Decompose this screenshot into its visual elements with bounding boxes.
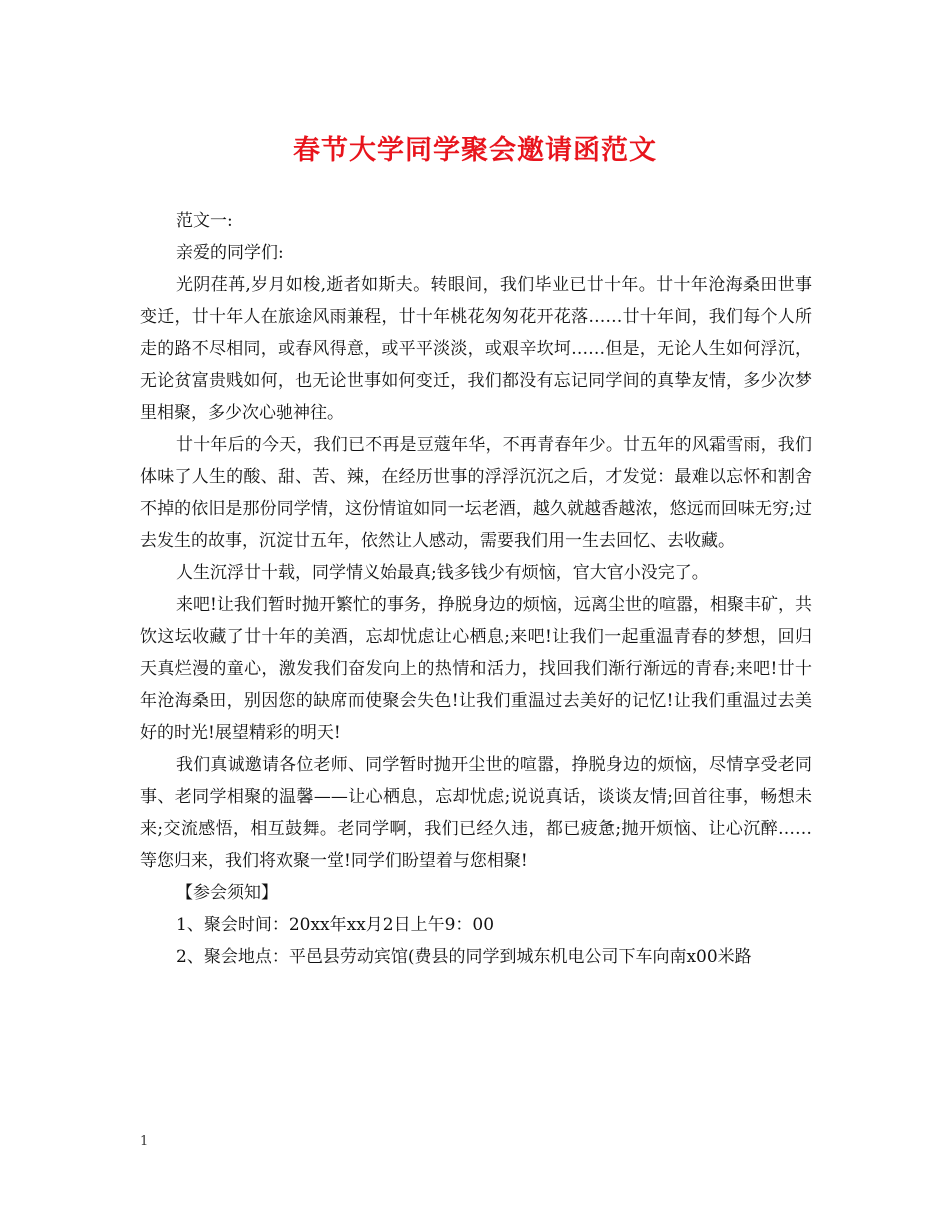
paragraph-sample-label: 范文一: <box>176 211 233 231</box>
paragraph-1: 光阴荏苒,岁月如梭,逝者如斯夫。转眼间，我们毕业已廿十年。廿十年沧海桑田世事变迁，廿十年人在旅途风雨兼程，廿十年桃花匆匆花开花落……廿十年间，我们每个人所走的路不尽相同，或春风得意，或平平淡淡，或艰辛坎坷……但是，无论人生如何浮沉，无论贫富贵贱如何，也无论世事如何变迁，我们都没有忘记同学间的真挚友情，多少次梦里相聚，多少次心驰神往。 <box>140 275 812 423</box>
page-number: 1 <box>140 1134 149 1149</box>
paragraph-notice-time: 1、聚会时间：20xx年xx月2日上午9：00 <box>176 915 495 935</box>
paragraph-2: 廿十年后的今天，我们已不再是豆蔻年华，不再青春年少。廿五年的风霜雪雨，我们体味了人生的酸、甜、苦、辣，在经历世事的浮浮沉沉之后，才发觉：最难以忘怀和割舍不掉的依旧是那份同学情，这份情谊如同一坛老酒，越久就越香越浓，悠远而回味无穷;过去发生的故事，沉淀廿五年，依然让人感动，需要我们用一生去回忆、去收藏。 <box>140 435 812 551</box>
paragraph-salutation: 亲爱的同学们: <box>176 243 284 263</box>
document-title: 春节大学同学聚会邀请函范文 <box>293 135 657 166</box>
paragraph-5: 我们真诚邀请各位老师、同学暂时抛开尘世的喧嚣，挣脱身边的烦恼，尽情享受老同事、老同学相聚的温馨——让心栖息，忘却忧虑;说说真话，谈谈友情;回首往事，畅想未来;交流感悟，相互鼓舞。老同学啊，我们已经久违，都已疲惫;抛开烦恼、让心沉醉……等您归来，我们将欢聚一堂!同学们盼望着与您相聚! <box>140 755 812 871</box>
paragraph-3: 人生沉浮廿十载，同学情义始最真;钱多钱少有烦恼，官大官小没完了。 <box>176 563 709 583</box>
paragraph-4: 来吧!让我们暂时抛开繁忙的事务，挣脱身边的烦恼，远离尘世的喧嚣，相聚丰矿，共饮这坛收藏了廿十年的美酒，忘却忧虑让心栖息;来吧!让我们一起重温青春的梦想，回归天真烂漫的童心，激发我们奋发向上的热情和活力，找回我们渐行渐远的青春;来吧!廿十年沧海桑田，别因您的缺席而使聚会失色!让我们重温过去美好的记忆!让我们重温过去美好的时光!展望精彩的明天! <box>140 595 812 743</box>
paragraph-notice-location: 2、聚会地点：平邑县劳动宾馆(费县的同学到城东机电公司下车向南x00米路 <box>176 947 752 967</box>
document-body <box>140 205 812 973</box>
paragraph-notice-heading: 【参会须知】 <box>176 883 278 903</box>
